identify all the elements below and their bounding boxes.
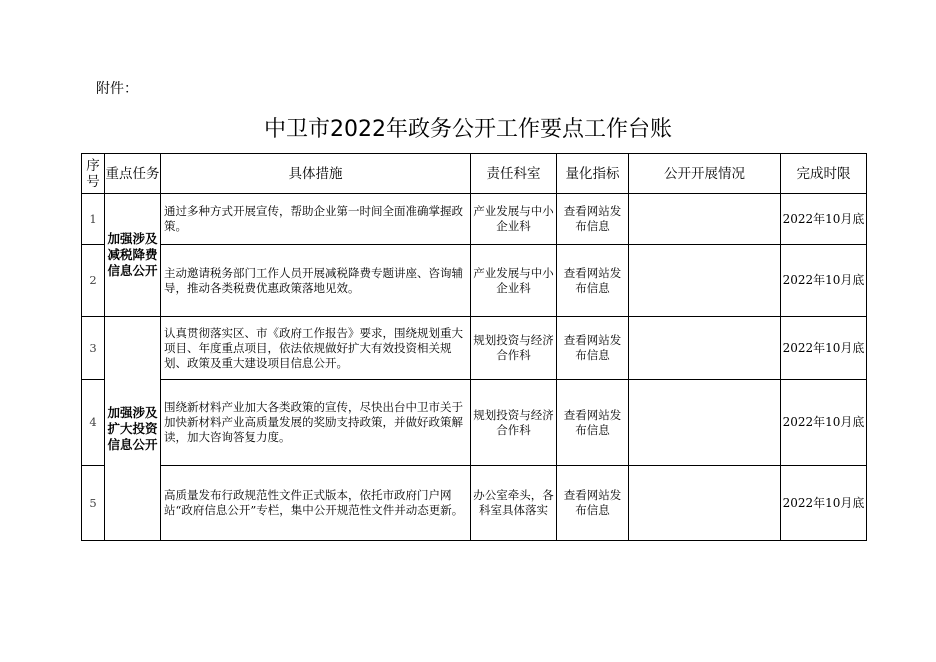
header-focus: 重点任务 xyxy=(105,154,161,194)
deadline-cell: 2022年10月底 xyxy=(781,194,867,245)
header-dept: 责任科室 xyxy=(471,154,557,194)
deadline-cell: 2022年10月底 xyxy=(781,245,867,317)
category-cell: 加强涉及扩大投资信息公开 xyxy=(105,317,161,541)
deadline-cell: 2022年10月底 xyxy=(781,380,867,466)
row-number: 2 xyxy=(82,245,105,317)
page-title: 中卫市2022年政务公开工作要点工作台账 xyxy=(264,117,672,142)
indicator-cell: 查看网站发布信息 xyxy=(557,380,629,466)
deadline-cell: 2022年10月底 xyxy=(781,466,867,541)
indicator-cell: 查看网站发布信息 xyxy=(557,245,629,317)
status-cell xyxy=(629,317,781,380)
deadline-cell: 2022年10月底 xyxy=(781,317,867,380)
measure-cell: 认真贯彻落实区、市《政府工作报告》要求，围绕规划重大项目、年度重点项目，依法依规做好扩大有效投资相关规划、政策及重大建设项目信息公开。 xyxy=(161,317,471,380)
header-deadline: 完成时限 xyxy=(781,154,867,194)
dept-cell: 产业发展与中小企业科 xyxy=(471,194,557,245)
measure-cell: 通过多种方式开展宣传，帮助企业第一时间全面准确掌握政策。 xyxy=(161,194,471,245)
dept-cell: 规划投资与经济合作科 xyxy=(471,317,557,380)
category-cell: 加强涉及减税降费信息公开 xyxy=(105,194,161,317)
table-header-row xyxy=(82,154,867,194)
table-row xyxy=(82,317,867,380)
table-row xyxy=(82,194,867,245)
status-cell xyxy=(629,380,781,466)
header-measures: 具体措施 xyxy=(161,154,471,194)
dept-cell: 产业发展与中小企业科 xyxy=(471,245,557,317)
table-row xyxy=(82,380,867,466)
table-row xyxy=(82,245,867,317)
row-number: 5 xyxy=(82,466,105,541)
table-row xyxy=(82,466,867,541)
indicator-cell: 查看网站发布信息 xyxy=(557,466,629,541)
indicator-cell: 查看网站发布信息 xyxy=(557,194,629,245)
measure-cell: 高质量发布行政规范性文件正式版本，依托市政府门户网站“政府信息公开”专栏，集中公开规范性文件并动态更新。 xyxy=(161,466,471,541)
measure-cell: 主动邀请税务部门工作人员开展减税降费专题讲座、咨询辅导，推动各类税费优惠政策落地见效。 xyxy=(161,245,471,317)
row-number: 1 xyxy=(82,194,105,245)
header-indicator: 量化指标 xyxy=(557,154,629,194)
row-number: 3 xyxy=(82,317,105,380)
status-cell xyxy=(629,194,781,245)
attachment-label: 附件： xyxy=(96,81,138,97)
indicator-cell: 查看网站发布信息 xyxy=(557,317,629,380)
work-ledger-table xyxy=(81,153,867,541)
row-number: 4 xyxy=(82,380,105,466)
dept-cell: 规划投资与经济合作科 xyxy=(471,380,557,466)
header-status: 公开开展情况 xyxy=(629,154,781,194)
header-seq: 序号 xyxy=(82,154,105,194)
status-cell xyxy=(629,466,781,541)
measure-cell: 围绕新材料产业加大各类政策的宣传，尽快出台中卫市关于加快新材料产业高质量发展的奖励支持政策，并做好政策解读，加大咨询答复力度。 xyxy=(161,380,471,466)
dept-cell: 办公室牵头，各科室具体落实 xyxy=(471,466,557,541)
status-cell xyxy=(629,245,781,317)
